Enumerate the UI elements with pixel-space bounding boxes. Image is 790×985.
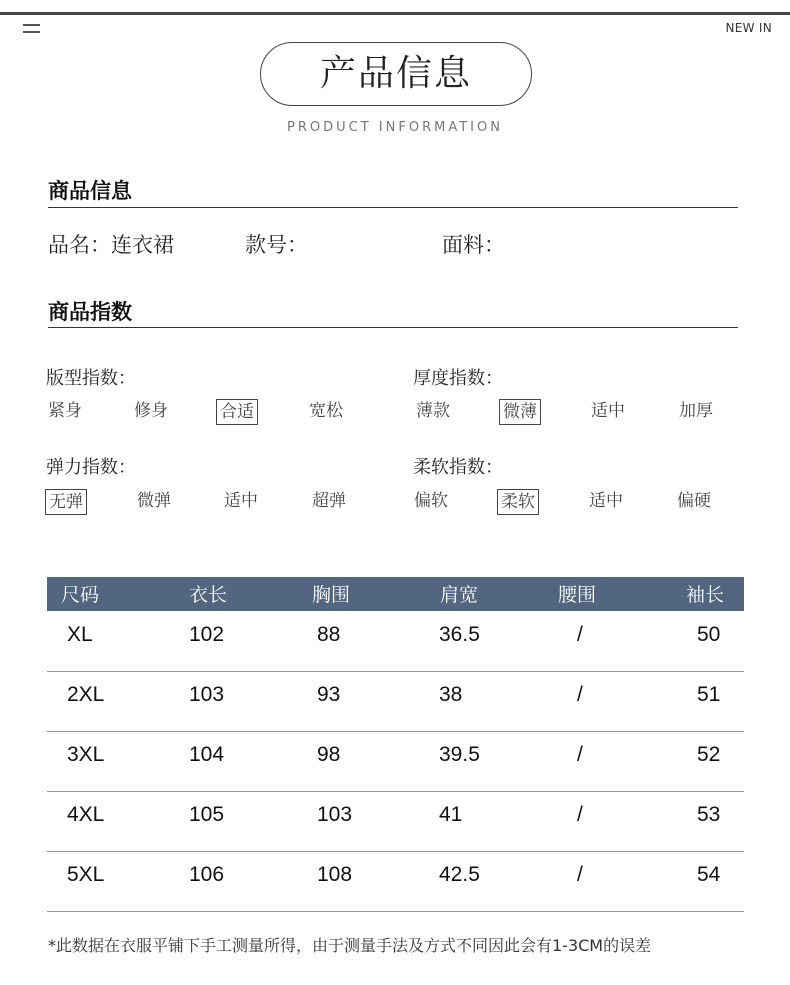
table-row [47,851,744,912]
thickness-option-selected: 微薄 [499,399,541,425]
header-length: 衣长 [189,584,228,606]
thickness-option: 薄款 [416,401,450,421]
top-bar [0,12,790,15]
cell-size: 2XL [67,683,105,706]
cell-sleeve: 53 [697,803,721,826]
page-subtitle: PRODUCT INFORMATION [287,120,503,135]
table-row [47,731,744,792]
header-bust: 胸围 [312,584,351,606]
header-sleeve: 袖长 [686,584,725,606]
cell-bust: 103 [317,803,353,826]
size-table-header [47,577,744,611]
header-size: 尺码 [61,584,100,606]
softness-index-label: 柔软指数： [413,457,503,478]
cell-sleeve: 54 [697,863,721,886]
cell-bust: 98 [317,743,341,766]
cell-length: 102 [189,623,225,646]
cell-shoulder: 42.5 [439,863,480,886]
cell-size: XL [67,623,93,646]
fit-option-selected: 合适 [216,399,258,425]
indices-heading: 商品指数 [48,300,132,324]
divider [48,207,738,208]
softness-option: 偏软 [414,491,448,511]
fit-option: 修身 [134,401,168,421]
softness-option: 适中 [589,491,623,511]
product-fabric: 面料： [442,233,505,257]
cell-waist: / [577,803,583,826]
stretch-option: 微弹 [137,491,171,511]
fit-option: 宽松 [309,401,343,421]
thickness-option: 加厚 [679,401,713,421]
cell-shoulder: 41 [439,803,463,826]
cell-bust: 88 [317,623,341,646]
stretch-option-selected: 无弹 [45,489,87,515]
cell-shoulder: 39.5 [439,743,480,766]
stretch-option: 超弹 [312,491,346,511]
product-name: 品名：连衣裙 [48,233,174,257]
cell-size: 5XL [67,863,105,886]
cell-length: 105 [189,803,225,826]
page-title: 产品信息 [260,42,532,106]
stretch-option: 适中 [224,491,258,511]
cell-waist: / [577,863,583,886]
divider [48,327,738,328]
table-row [47,671,744,732]
cell-sleeve: 51 [697,683,721,706]
cell-length: 104 [189,743,225,766]
product-model: 款号： [245,233,308,257]
cell-shoulder: 38 [439,683,463,706]
cell-waist: / [577,683,583,706]
cell-sleeve: 50 [697,623,721,646]
measurement-note: *此数据在衣服平铺下手工测量所得，由于测量手法及方式不同因此会有1-3CM的误差 [48,936,652,955]
softness-option: 偏硬 [677,491,711,511]
cell-length: 106 [189,863,225,886]
header-shoulder: 肩宽 [440,584,479,606]
cell-shoulder: 36.5 [439,623,480,646]
cell-waist: / [577,743,583,766]
cell-waist: / [577,623,583,646]
menu-icon[interactable] [23,24,40,35]
table-row [47,791,744,852]
cell-bust: 108 [317,863,353,886]
new-in-link[interactable]: NEW IN [725,21,772,35]
product-info-heading: 商品信息 [48,179,132,203]
cell-length: 103 [189,683,225,706]
softness-option-selected: 柔软 [497,489,539,515]
header-waist: 腰围 [558,584,597,606]
fit-option: 紧身 [48,401,82,421]
stretch-index-label: 弹力指数： [46,457,136,478]
cell-bust: 93 [317,683,341,706]
table-row [47,611,744,672]
cell-size: 3XL [67,743,105,766]
thickness-option: 适中 [591,401,625,421]
cell-size: 4XL [67,803,105,826]
fit-index-label: 版型指数： [46,368,136,389]
thickness-index-label: 厚度指数： [413,368,503,389]
cell-sleeve: 52 [697,743,721,766]
